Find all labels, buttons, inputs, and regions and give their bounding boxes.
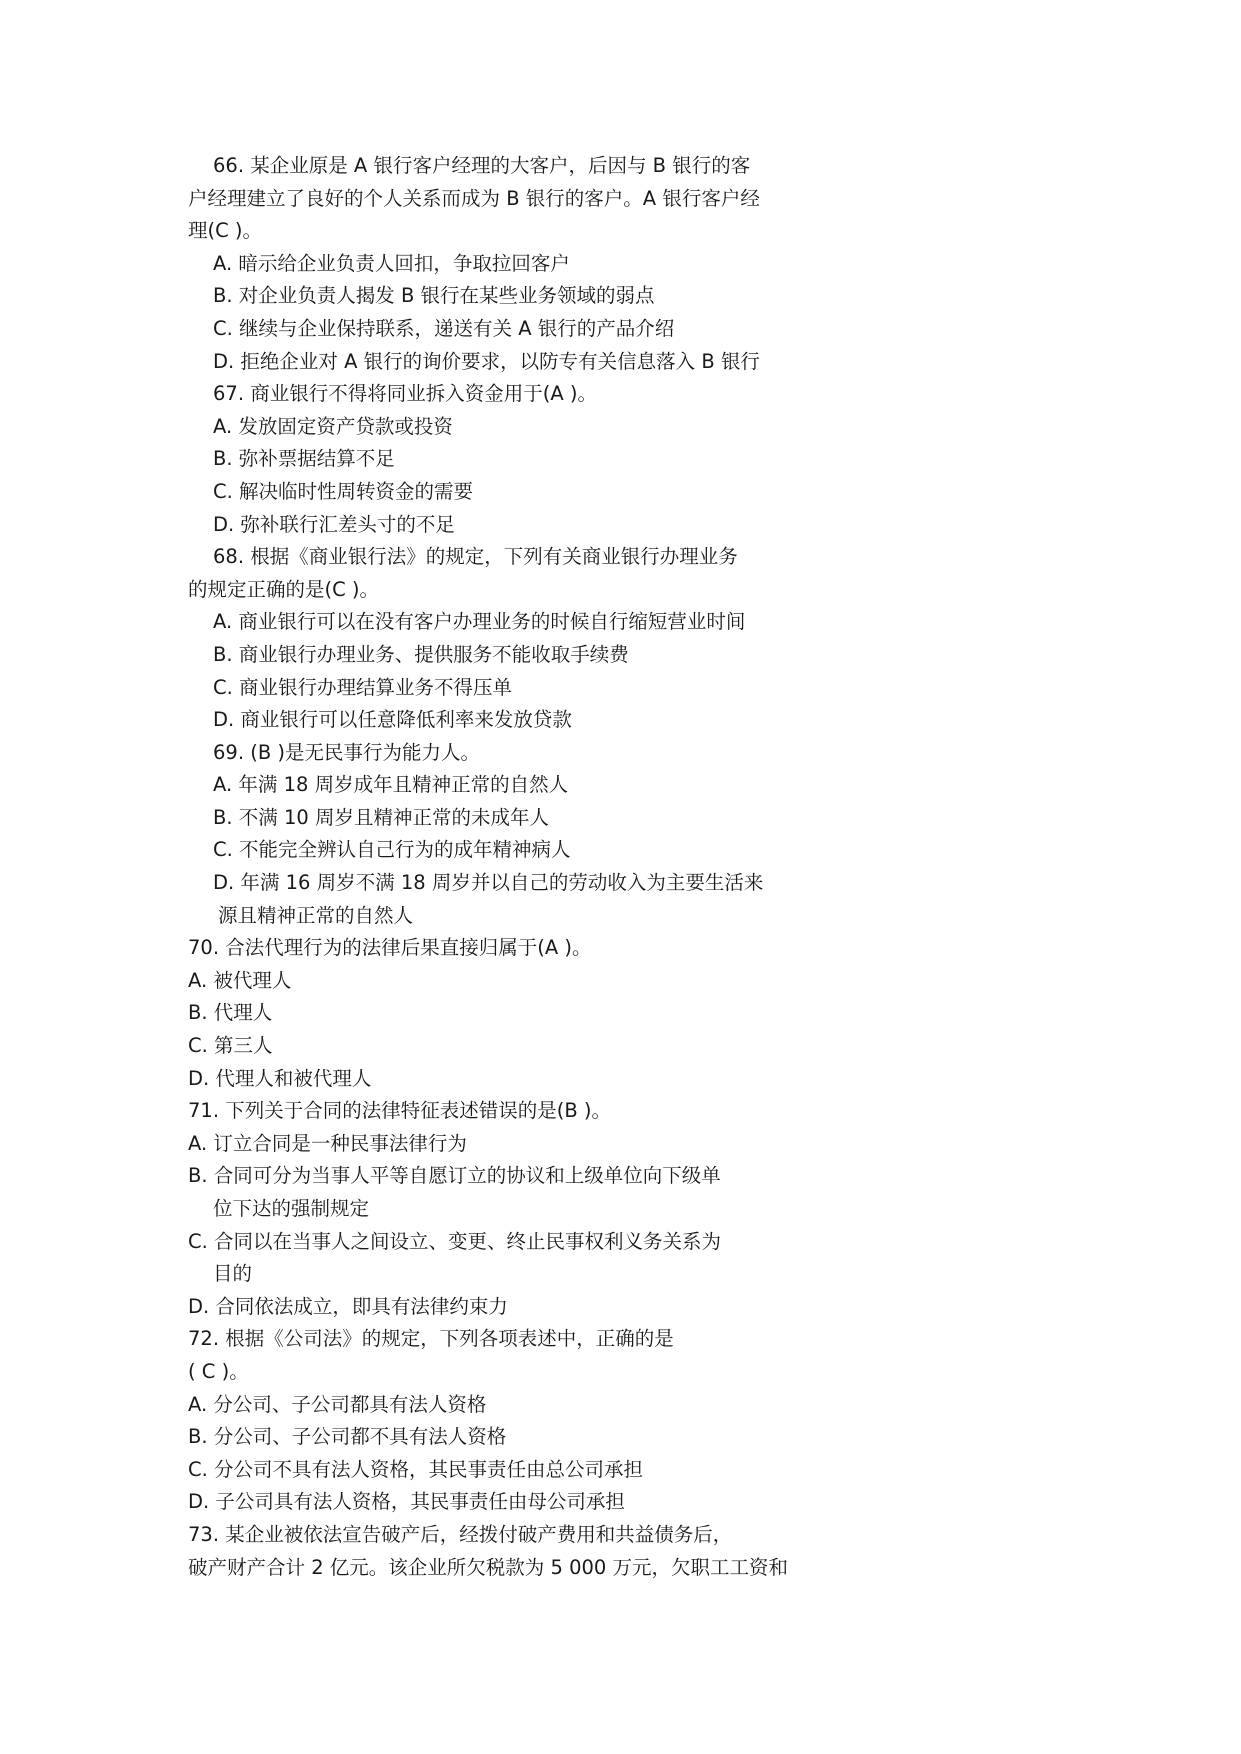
text-line: C. 不能完全辨认自己行为的成年精神病人: [213, 838, 571, 862]
text-line: A. 商业银行可以在没有客户办理业务的时候自行缩短营业时间: [213, 610, 746, 634]
text-line: D. 弥补联行汇差头寸的不足: [213, 512, 455, 536]
text-line: 66. 某企业原是 A 银行客户经理的大客户，后因与 B 银行的客: [213, 154, 751, 177]
text-line: B. 不满 10 周岁且精神正常的未成年人: [213, 805, 549, 829]
text-line: D. 代理人和被代理人: [188, 1066, 372, 1090]
text-line: A. 发放固定资产贷款或投资: [213, 414, 453, 438]
text-line: B. 代理人: [188, 1001, 273, 1025]
text-line: C. 第三人: [188, 1034, 273, 1058]
text-line: D. 年满 16 周岁不满 18 周岁并以自己的劳动收入为主要生活来: [213, 871, 764, 895]
text-line: B. 分公司、子公司都不具有法人资格: [188, 1425, 507, 1449]
text-line: C. 商业银行办理结算业务不得压单: [213, 675, 513, 699]
text-line: D. 拒绝企业对 A 银行的询价要求，以防专有关信息落入 B 银行: [213, 349, 760, 373]
text-line: 71. 下列关于合同的法律特征表述错误的是(B )。: [188, 1099, 612, 1123]
text-line: 源且精神正常的自然人: [218, 903, 414, 927]
text-line: D. 商业银行可以任意降低利率来发放贷款: [213, 708, 572, 732]
text-line: 67. 商业银行不得将同业拆入资金用于(A )。: [213, 382, 597, 406]
text-line: C. 分公司不具有法人资格，其民事责任由总公司承担: [188, 1457, 644, 1481]
text-line: 位下达的强制规定: [213, 1197, 370, 1220]
document-body: [188, 150, 888, 1584]
text-line: B. 对企业负责人揭发 B 银行在某些业务领域的弱点: [213, 284, 655, 308]
text-line: 72. 根据《公司法》的规定，下列各项表述中，正确的是: [188, 1327, 674, 1351]
text-line: A. 暗示给企业负责人回扣，争取拉回客户: [213, 251, 570, 275]
text-line: 的规定正确的是(C )。: [188, 577, 380, 601]
text-line: D. 子公司具有法人资格，其民事责任由母公司承担: [188, 1490, 625, 1514]
text-line: A. 分公司、子公司都具有法人资格: [188, 1392, 487, 1416]
text-line: 68. 根据《商业银行法》的规定，下列有关商业银行办理业务: [213, 545, 738, 569]
text-line: C. 合同以在当事人之间设立、变更、终止民事权利义务关系为: [188, 1229, 722, 1253]
text-line: 69. (B )是无民事行为能力人。: [213, 740, 481, 764]
text-line: 理(C )。: [188, 219, 263, 243]
text-line: D. 合同依法成立，即具有法律约束力: [188, 1294, 508, 1318]
text-line: 户经理建立了良好的个人关系而成为 B 银行的客户。A 银行客户经: [188, 186, 760, 210]
text-line: B. 商业银行办理业务、提供服务不能收取手续费: [213, 642, 629, 666]
text-line: ( C )。: [188, 1359, 249, 1383]
text-line: B. 弥补票据结算不足: [213, 447, 395, 471]
text-line: 73. 某企业被依法宣告破产后，经拨付破产费用和共益债务后，: [188, 1522, 733, 1546]
text-line: B. 合同可分为当事人平等自愿订立的协议和上级单位向下级单: [188, 1164, 721, 1188]
text-line: A. 年满 18 周岁成年且精神正常的自然人: [213, 773, 569, 797]
text-line: C. 继续与企业保持联系，递送有关 A 银行的产品介绍: [213, 316, 675, 340]
text-line: 目的: [213, 1262, 253, 1286]
text-line: 破产财产合计 2 亿元。该企业所欠税款为 5 000 万元，欠职工工资和: [188, 1555, 789, 1579]
text-line: A. 被代理人: [188, 968, 292, 992]
text-line: C. 解决临时性周转资金的需要: [213, 479, 474, 503]
text-line: A. 订立合同是一种民事法律行为: [188, 1131, 467, 1155]
text-line: 70. 合法代理行为的法律后果直接归属于(A )。: [188, 936, 592, 960]
